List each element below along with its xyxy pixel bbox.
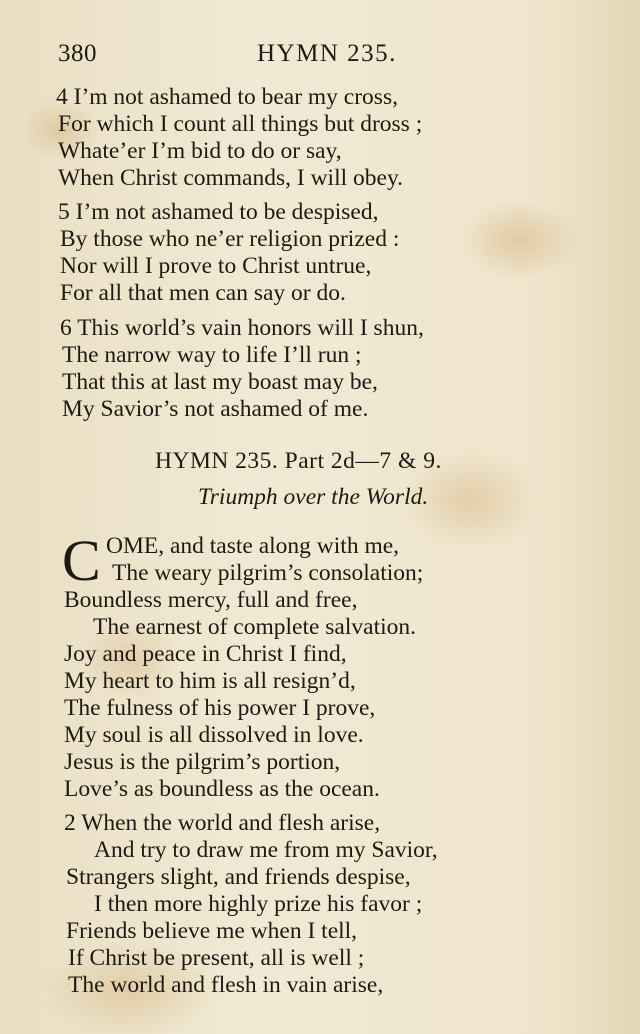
verse-line: That this at last my boast may be, [62,369,378,395]
verse-line: 4 I’m not ashamed to bear my cross, [56,84,398,110]
bleed-through-text [580,60,640,560]
verse-line: For which I count all things but dross ; [58,111,423,137]
verse-line: My Savior’s not ashamed of me. [62,396,369,422]
verse-line: Nor will I prove to Christ untrue, [60,253,372,279]
verse-line: I then more highly prize his favor ; [94,891,423,917]
verse-line: Love’s as boundless as the ocean. [64,776,380,802]
hymn-heading: HYMN 235. Part 2d—7 & 9. [155,448,442,474]
hymn-subtitle: Triumph over the World. [198,484,429,510]
verse-line: Strangers slight, and friends despise, [66,864,411,890]
verse-line: Jesus is the pilgrim’s portion, [64,749,341,775]
verse-line: Whate’er I’m bid to do or say, [58,138,342,164]
verse-line: Joy and peace in Christ I find, [64,641,347,667]
verse-line: The earnest of complete salvation. [93,614,416,640]
verse-line: And try to draw me from my Savior, [94,837,438,863]
drop-cap: C [62,528,101,593]
verse-line: Friends believe me when I tell, [66,918,358,944]
verse-line: By those who ne’er religion prized : [60,226,400,252]
verse-line: 5 I’m not ashamed to be despised, [58,199,379,225]
verse-line: 2 When the world and flesh arise, [64,810,381,836]
verse-line: OME, and taste along with me, [106,533,400,559]
verse-line: When Christ commands, I will obey. [58,165,404,191]
verse-line: My heart to him is all resign’d, [64,668,356,694]
hymn-title: HYMN 235. [257,40,397,67]
verse-line: The world and flesh in vain arise, [68,972,384,998]
verse-line: If Christ be present, all is well ; [68,945,365,971]
verse-line: The weary pilgrim’s consolation; [112,560,424,586]
page-number: 380 [58,40,97,67]
verse-line: My soul is all dissolved in love. [64,722,364,748]
verse-line: The narrow way to life I’ll run ; [62,342,362,368]
verse-line: For all that men can say or do. [60,280,346,306]
verse-line: Boundless mercy, full and free, [64,587,358,613]
verse-line: 6 This world’s vain honors will I shun, [60,315,424,341]
verse-line: The fulness of his power I prove, [64,695,376,721]
